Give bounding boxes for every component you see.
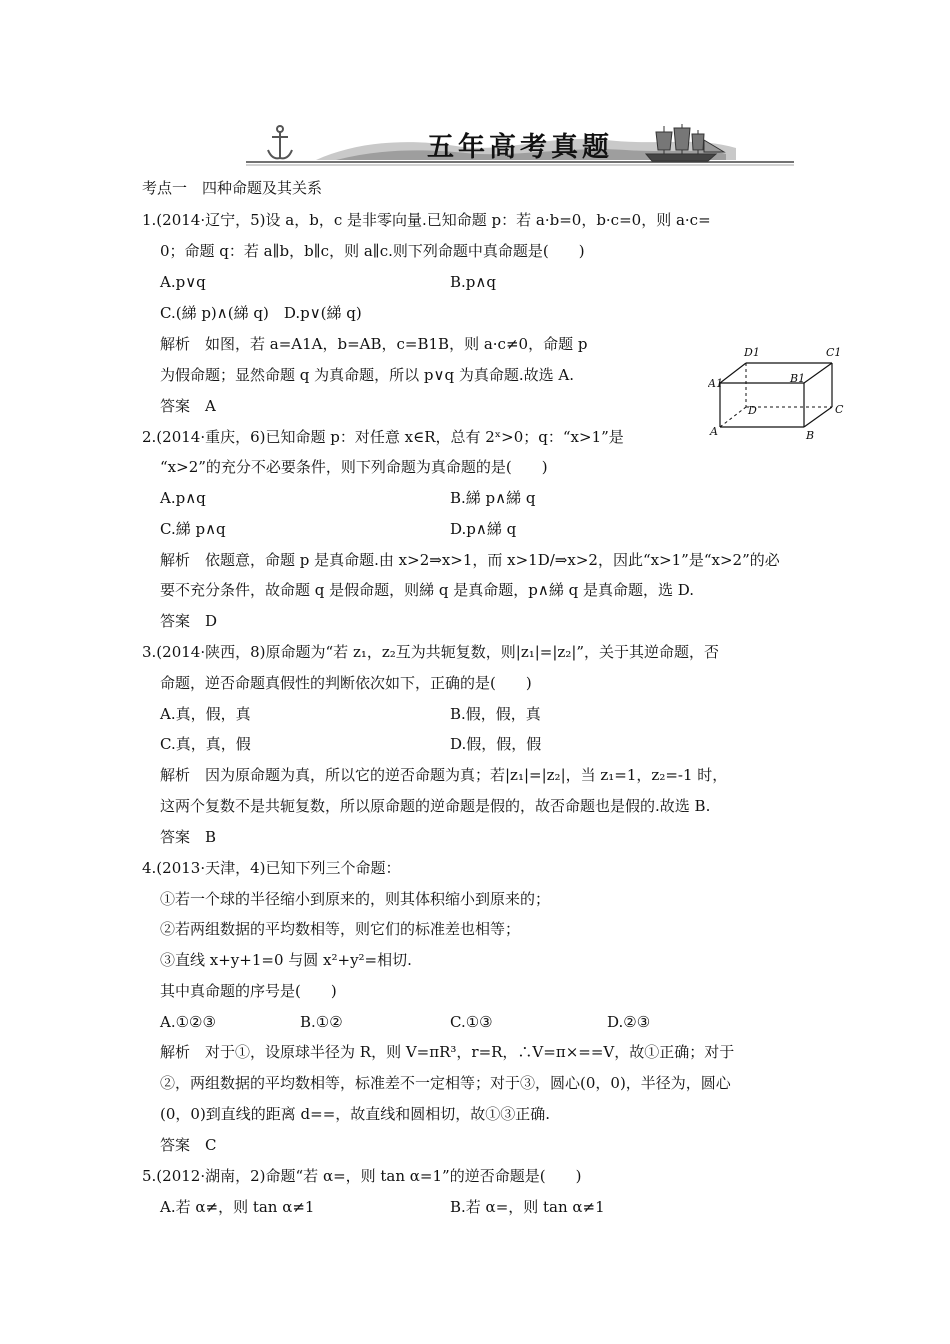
label-A1: A1 bbox=[708, 377, 723, 390]
q3-answer: 答案 B bbox=[160, 828, 217, 846]
q4-solution-line1: 解析 对于①，设原球半径为 R，则 V=πR³，r=R，∴V=π×==V，故①正确；对于 bbox=[160, 1043, 735, 1061]
q3-stem-line2: 命题，逆否命题真假性的判断依次如下，正确的是( ) bbox=[160, 674, 532, 692]
q1-stem-line1: 1.(2014·辽宁，5)设 a，b，c 是非零向量.已知命题 p：若 a·b=0，b·c=0，则 a·c= bbox=[142, 211, 711, 229]
q4-answer: 答案 C bbox=[160, 1136, 217, 1154]
section-heading: 考点一 四种命题及其关系 bbox=[142, 179, 323, 197]
banner-title: 五年高考真题 bbox=[427, 132, 613, 163]
q4-option-d: D.②③ bbox=[607, 1013, 651, 1031]
header-banner bbox=[246, 120, 794, 168]
q3-option-c: C.真，真，假 bbox=[160, 735, 251, 753]
q2-option-d: D.p∧綈 q bbox=[450, 520, 517, 538]
q3-option-d: D.假，假，假 bbox=[450, 735, 542, 753]
q3-option-b: B.假，假，真 bbox=[450, 705, 541, 723]
q2-option-c: C.綈 p∧q bbox=[160, 520, 226, 538]
q2-stem-line2: “x>2”的充分不必要条件，则下列命题为真命题的是( ) bbox=[160, 458, 548, 476]
q3-stem-line1: 3.(2014·陕西，8)原命题为“若 z₁，z₂互为共轭复数，则|z₁|=|z₂|”，关于其逆命题，否 bbox=[142, 643, 720, 661]
q2-answer: 答案 D bbox=[160, 612, 218, 630]
q2-option-b: B.綈 p∧綈 q bbox=[450, 489, 536, 507]
q3-option-a: A.真，假，真 bbox=[160, 705, 251, 723]
q2-solution-line2: 要不充分条件，故命题 q 是假命题，则綈 q 是真命题，p∧綈 q 是真命题，选 D. bbox=[160, 581, 695, 599]
q4-option-a: A.①②③ bbox=[160, 1013, 216, 1031]
q1-option-b: B.p∧q bbox=[450, 273, 496, 291]
label-B1: B1 bbox=[790, 372, 806, 385]
q3-solution-line2: 这两个复数不是共轭复数，所以原命题的逆命题是假的，故否命题也是假的.故选 B. bbox=[160, 797, 711, 815]
label-C: C bbox=[835, 403, 844, 416]
q4-solution-line3: (0，0)到直线的距离 d==，故直线和圆相切，故①③正确. bbox=[160, 1105, 551, 1123]
label-A: A bbox=[710, 425, 718, 438]
q1-solution-line1: 解析 如图，若 a=A1A，b=AB，c=B1B，则 a·c≠0，命题 p bbox=[160, 335, 588, 353]
q5-option-a: A.若 α≠，则 tan α≠1 bbox=[160, 1198, 315, 1216]
q5-option-b: B.若 α=，则 tan α≠1 bbox=[450, 1198, 605, 1216]
q4-item-3: ③直线 x+y+1=0 与圆 x²+y²=相切. bbox=[160, 951, 412, 969]
q2-option-a: A.p∧q bbox=[160, 489, 206, 507]
q1-solution-line2: 为假命题；显然命题 q 为真命题，所以 p∨q 为真命题.故选 A. bbox=[160, 366, 574, 384]
q1-option-a: A.p∨q bbox=[160, 273, 206, 291]
label-B: B bbox=[806, 429, 815, 442]
q1-option-cd: C.(綈 p)∧(綈 q) D.p∨(綈 q) bbox=[160, 304, 362, 322]
label-D1: D1 bbox=[744, 346, 760, 359]
q4-option-b: B.①② bbox=[300, 1013, 343, 1031]
q4-stem-line2: 其中真命题的序号是( ) bbox=[160, 982, 337, 1000]
q4-item-2: ②若两组数据的平均数相等，则它们的标准差也相等； bbox=[160, 920, 521, 938]
q3-solution-line1: 解析 因为原命题为真，所以它的逆否命题为真；若|z₁|=|z₂|，当 z₁=1，z₂=-1 时， bbox=[160, 766, 728, 784]
q1-stem-line2: 0；命题 q：若 a∥b，b∥c，则 a∥c.则下列命题中真命题是( ) bbox=[160, 242, 585, 260]
label-C1: C1 bbox=[826, 346, 842, 359]
q4-option-c: C.①③ bbox=[450, 1013, 493, 1031]
q4-solution-line2: ②，两组数据的平均数相等，标准差不一定相等；对于③，圆心(0，0)，半径为，圆心 bbox=[160, 1074, 731, 1092]
q1-answer: 答案 A bbox=[160, 397, 216, 415]
q4-stem-line1: 4.(2013·天津，4)已知下列三个命题： bbox=[142, 859, 401, 877]
cuboid-figure bbox=[708, 343, 848, 443]
q2-stem-line1: 2.(2014·重庆，6)已知命题 p：对任意 x∈R，总有 2ˣ>0；q：“x>1”是 bbox=[142, 428, 624, 446]
q4-item-1: ①若一个球的半径缩小到原来的，则其体积缩小到原来的； bbox=[160, 890, 551, 908]
q5-stem: 5.(2012·湖南，2)命题“若 α=，则 tan α=1”的逆否命题是( ) bbox=[142, 1167, 582, 1185]
q2-solution-line1: 解析 依题意，命题 p 是真命题.由 x>2⇒x>1，而 x>1D/⇒x>2，因此“x>1”是“x>2”的必 bbox=[160, 551, 780, 569]
label-D: D bbox=[748, 404, 757, 417]
